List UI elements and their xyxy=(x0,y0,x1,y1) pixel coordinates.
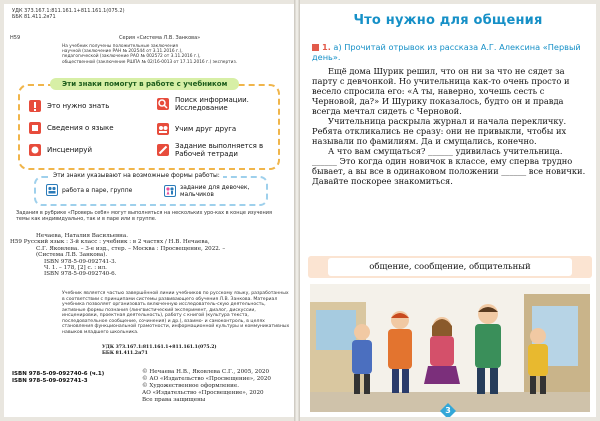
copyright-block xyxy=(142,369,271,404)
people-icon xyxy=(156,122,170,136)
catalog-line: ISBN 978-5-09-092740-6. xyxy=(44,271,117,278)
sign-label: Сведения о языке xyxy=(47,124,114,132)
sign-label: Это нужно знать xyxy=(47,102,110,110)
sign-item xyxy=(28,121,114,135)
permit-line: общественной (заключение РШПА № 02/16-0013 от 17.11.2016 г.) экспертиз. xyxy=(62,59,238,65)
form-label: работа в паре, группе xyxy=(62,186,133,194)
signs-legend-title: Эти знаки помогут в работе с учебником xyxy=(50,78,239,90)
udk-line: УДК 373.167.1:811.161.1+811.161.1(075.2) xyxy=(12,8,125,14)
catalog-line: ISBN 978-5-09-092741-3. xyxy=(44,258,117,265)
task-number: 1. xyxy=(322,42,331,52)
right-page xyxy=(300,4,596,417)
copyright-line: © АО «Издательство «Просвещение», 2020 xyxy=(142,376,271,382)
sign-label: Инсценируй xyxy=(47,146,92,154)
isbn-block xyxy=(12,371,104,385)
copyright-line: © Художественное оформление. xyxy=(142,383,239,389)
story-paragraph: А что вам смущаться? ______ удивилась учительница. ______ Это когда один новичок в классе, ему сперва трудно бывает, а вы все в одинаковом положении ______ все новички. Давайте поскорее знакомиться. xyxy=(312,146,586,186)
bbk-line: ББК 81.411.2я71 xyxy=(102,350,148,356)
permit-line: На учебник получены положительные заключения xyxy=(62,44,179,49)
catalog-line: Ч. 1. – 178, [2] с. : ил. xyxy=(44,265,107,272)
udk-bbk-repeat xyxy=(102,345,217,356)
sign-label: Задание выполняется в Рабочей тетради xyxy=(175,142,264,158)
exclamation-icon xyxy=(28,99,42,113)
catalog-record xyxy=(10,233,288,278)
forms-note: Задания в рубрике «Проверь себя» могут выполняться на нескольких уро-ках в конце изучения темы как индивидуально, так и в паре или в группе. xyxy=(16,210,272,222)
sign-label: Поиск информации. Исследование xyxy=(175,96,249,112)
story-paragraph: Учительница раскрыла журнал и начала перекличку. Ребята откликались не сразу: они не привыкли, чтобы их называли по фамилиям. Да и смущались, конечно. xyxy=(312,116,567,146)
author-mark: Н59 xyxy=(10,35,21,41)
sign-item xyxy=(156,122,274,136)
udk-block xyxy=(12,8,125,20)
series-line: Серия «Система Л.В. Занкова» xyxy=(119,35,201,41)
story-text xyxy=(312,66,586,186)
magnifier-icon xyxy=(156,97,170,111)
copyright-line: Все права защищены xyxy=(142,397,206,403)
book-icon xyxy=(28,121,42,135)
permit-line: педагогической (заключение РАО № 002572 от 3.11.2016 г.), xyxy=(62,54,201,60)
permit-line: научной (заключение РАН № 202544 от 3.11.2016 г.), xyxy=(62,49,183,55)
schoolchildren-illustration xyxy=(310,284,590,412)
forms-legend-title: Эти знаки указывают на возможные формы работы: xyxy=(50,172,223,179)
sign-label: Учим друг друга xyxy=(175,125,237,133)
task-marker-icon xyxy=(312,44,319,51)
sign-item xyxy=(156,96,274,112)
isbn-line: ISBN 978-5-09-092740-6 (ч.1) xyxy=(12,371,105,377)
copyright-line: © Нечаева Н.В., Яковлева С.Г., 2005, 2020 xyxy=(142,369,270,375)
page-number: 3 xyxy=(445,406,451,415)
form-item xyxy=(164,184,264,198)
catalog-line: Нечаева, Наталия Васильевна. xyxy=(36,233,129,239)
isbn-line: ISBN 978-5-09-092741-3 xyxy=(12,378,88,384)
sign-item xyxy=(28,99,109,113)
form-item xyxy=(46,184,136,196)
catalog-line: С.Г. Яковлева. – 3-е изд., стер. – Москва : Просвещение, 2022. – xyxy=(36,245,226,252)
book-annotation: Учебник является частью завершённой линии учебников по русскому языку, разработанных в соответствии с принципами системы развивающего обучения Л.В. Занкова. Материал учебника позволяет организовать включенную исследователь-скую деятельность, активные формы познания (лингвистический эксперимент, диалог, дискуссии, инсценировки, проектная деятельность), работу с книгой (культура текста, последовательное сообщение, сочинения) и др.), взаимо- и самоконтроль, в целях становления функциональной грамотности, информационной культуры и коммуникативных навыков младшего школьника. xyxy=(62,291,290,335)
form-label: задание для девочек, мальчиков xyxy=(180,184,250,198)
catalog-line: (Система Л.В. Занкова). xyxy=(36,252,108,259)
task-text: а) Прочитай отрывок из рассказа А.Г. Алексина «Первый день». xyxy=(312,42,581,62)
word-box xyxy=(308,256,592,278)
udk-line: УДК 373.167.1:811.161.1+811.161.1(075.2) xyxy=(102,345,217,350)
pencil-icon xyxy=(156,143,170,157)
task-instruction xyxy=(312,42,584,62)
theater-icon xyxy=(28,143,42,157)
story-paragraph: Ещё дома Шурик решил, что он ни за что не сядет за парту с девчонкой. Но учительница как-то очень просто и весело спросила его: «А ты, наверно, хочешь сесть с Черновой, да?» И Шурику показалось, будто он и правда всегда мечтал сидеть с Черновой. xyxy=(312,66,570,116)
word-list: общение, сообщение, общительный xyxy=(328,258,572,276)
gender-icon xyxy=(164,185,176,197)
copyright-line: АО «Издательство «Просвещение», 2020 xyxy=(142,390,264,396)
left-page xyxy=(4,4,294,417)
page-title: Что нужно для общения xyxy=(353,13,543,28)
bbk-line: ББК 81.411.2я71 xyxy=(12,14,56,20)
catalog-line: Н59 Русский язык : 3-й класс : учебник : в 2 частях / Н.В. Нечаева, xyxy=(10,239,210,246)
sign-item xyxy=(156,142,276,158)
signs-legend xyxy=(18,80,280,170)
pair-icon xyxy=(46,184,58,196)
sign-item xyxy=(28,143,92,157)
expertise-permits xyxy=(62,44,288,65)
